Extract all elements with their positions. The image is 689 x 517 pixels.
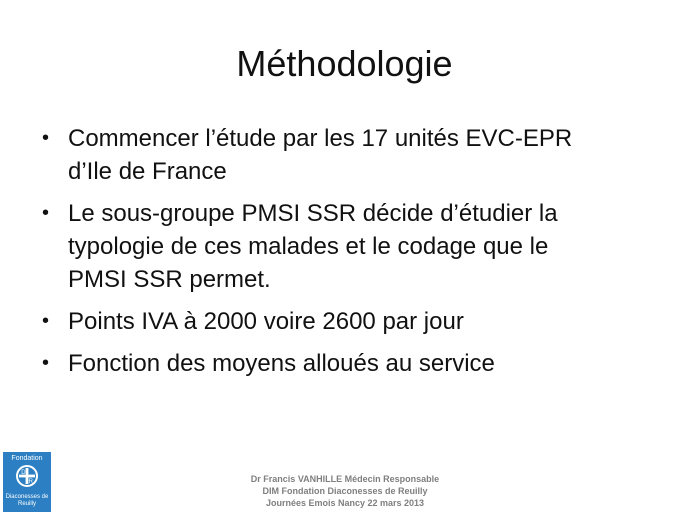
bullet-text: Points IVA à 2000 voire 2600 par jour: [68, 308, 464, 335]
logo-top-text: Fondation: [11, 455, 43, 462]
bullet-item: [42, 347, 662, 380]
slide-title: Méthodologie: [236, 43, 453, 84]
diaconesses-logo-icon: [13, 465, 41, 487]
fondation-logo: [3, 452, 51, 512]
bullet-item: [42, 197, 662, 296]
bullet-item: [42, 122, 662, 188]
bullet-dot-icon: •: [42, 127, 50, 149]
bullet-list: [42, 122, 662, 389]
footer-line-event: Journées Emois Nancy 22 mars 2013: [265, 498, 425, 508]
logo-bottom-text: Diaconesses de Reuilly: [5, 494, 49, 507]
bullet-text: Commencer l’étude par les 17 unités EVC-EPR d’Ile de France: [68, 125, 573, 185]
bullet-text: Le sous-groupe PMSI SSR décide d’étudier la typologie de ces malades et le codage que le PMSI SSR permet.: [68, 200, 558, 293]
bullet-dot-icon: •: [42, 352, 50, 374]
bullet-text: Fonction des moyens alloués au service: [68, 350, 495, 377]
svg-text:R: R: [28, 479, 33, 485]
svg-text:D: D: [21, 470, 26, 476]
bullet-item: [42, 305, 662, 338]
bullet-dot-icon: •: [42, 310, 50, 332]
footer-line-author: Dr Francis VANHILLE Médecin Responsable: [250, 474, 440, 484]
slide-footer: [150, 473, 540, 509]
footer-line-organisation: DIM Fondation Diaconesses de Reuilly: [262, 486, 428, 496]
bullet-dot-icon: •: [42, 202, 50, 224]
